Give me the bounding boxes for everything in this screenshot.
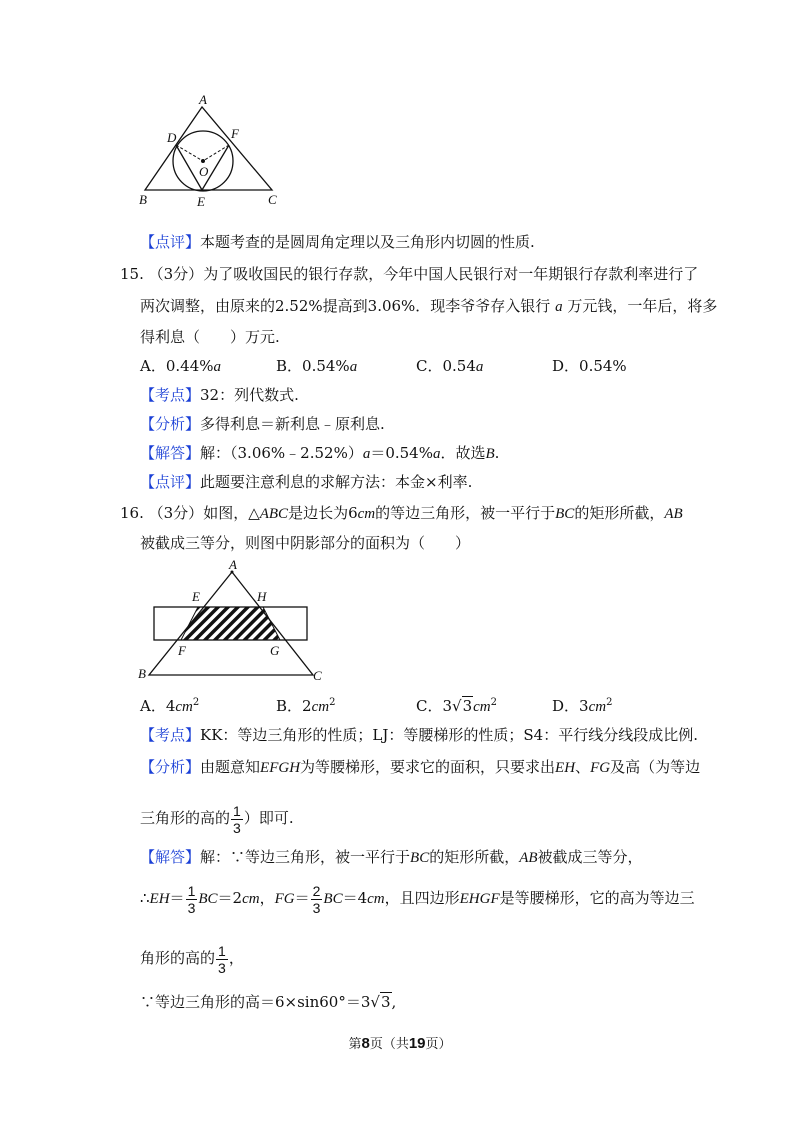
q15-option-c-var: a bbox=[475, 359, 484, 375]
q16-option-b[interactable] bbox=[276, 695, 335, 716]
q16-jieda-tag: 【解答】 bbox=[140, 848, 201, 866]
fig2-label-E: E bbox=[192, 589, 200, 604]
fraction-denominator: 3 bbox=[312, 899, 321, 916]
fig2-label-B: B bbox=[138, 666, 146, 681]
fraction-denominator: 3 bbox=[218, 959, 226, 976]
q16-fenxi-line2 bbox=[140, 800, 294, 836]
fraction-numerator: 1 bbox=[218, 942, 226, 959]
q16-kaodian bbox=[140, 725, 698, 745]
q16-option-b-unit: cm bbox=[311, 699, 330, 715]
q15-option-b-letter: B． bbox=[276, 357, 303, 375]
q15-kaodian-text: 32：列代数式. bbox=[200, 386, 299, 404]
q15-kaodian bbox=[140, 385, 299, 405]
q15-option-c-letter: C． bbox=[416, 357, 443, 375]
q16-stem1-c: 的等边三角形，被一平行于 bbox=[375, 504, 556, 522]
q16-option-a-unit: cm bbox=[175, 699, 193, 715]
fraction-one-third bbox=[231, 803, 243, 836]
q15-jieda-tag: 【解答】 bbox=[140, 444, 201, 462]
q16-score: （3分） bbox=[148, 504, 204, 522]
q15-stem2: 两次调整，由原来的2.52%提高到3.06%．现李爷爷存入银行 bbox=[140, 297, 551, 315]
q16-fenxi-c: 、 bbox=[575, 758, 591, 776]
fig2-label-H: H bbox=[257, 589, 267, 604]
q15-option-d[interactable] bbox=[552, 355, 627, 376]
fraction-two-thirds bbox=[311, 883, 323, 916]
sqrt-icon: √ bbox=[370, 993, 380, 1011]
label-D: D bbox=[167, 130, 177, 145]
q16-fenxi-line1 bbox=[140, 757, 700, 778]
fraction-numerator: 1 bbox=[187, 882, 196, 899]
q16-number: 16. bbox=[120, 504, 144, 522]
q16-jieda-l1ab: AB bbox=[519, 850, 538, 866]
q16-option-d[interactable] bbox=[552, 695, 612, 716]
q16-option-a-value: 4 bbox=[165, 697, 176, 715]
q15-jieda-var: a bbox=[362, 446, 371, 462]
fraction-one-third bbox=[186, 883, 198, 916]
q15-option-a-letter: A． bbox=[140, 357, 166, 375]
q15-stem-line1 bbox=[120, 264, 698, 284]
fraction-one-third bbox=[216, 943, 228, 976]
fig2-label-G: G bbox=[270, 643, 280, 658]
footer-mid: 页（共 bbox=[369, 1037, 409, 1052]
q14-comment-text: 本题考查的是圆周角定理以及三角形内切圆的性质. bbox=[200, 233, 535, 251]
q16-jieda-l3-end: ， bbox=[228, 949, 244, 967]
q15-stem3: 得利息（ ）万元. bbox=[140, 328, 280, 346]
q16-kaodian-tag: 【考点】 bbox=[140, 726, 201, 744]
q16-jieda-line2 bbox=[140, 880, 695, 917]
q16-stem1-a: 如图，△ bbox=[203, 504, 260, 522]
q15-number: 15. bbox=[120, 265, 144, 283]
fraction-numerator: 1 bbox=[233, 802, 241, 819]
q16-jieda-fg: FG bbox=[274, 891, 295, 907]
q15-dianping bbox=[140, 472, 472, 492]
q15-kaodian-tag: 【考点】 bbox=[140, 386, 201, 404]
q16-jieda-val1: ＝2 bbox=[217, 889, 243, 907]
q16-fenxi-b: 为等腰梯形，要求它的面积，只要求出 bbox=[300, 758, 556, 776]
q16-jieda-line4 bbox=[140, 992, 396, 1012]
q16-option-c-value: 3 bbox=[442, 697, 453, 715]
q15-jieda-mid: ＝0.54% bbox=[370, 444, 433, 462]
q16-stem1-ab: AB bbox=[664, 506, 683, 522]
q16-option-a[interactable] bbox=[140, 695, 199, 716]
q16-option-c-unit: cm bbox=[473, 699, 491, 715]
q16-stem1-bc: BC bbox=[555, 506, 575, 522]
q14-comment bbox=[140, 232, 535, 252]
q15-stem2b: 万元钱，一年后，将多 bbox=[567, 297, 718, 315]
q16-jieda-l4-root: 3 bbox=[380, 993, 391, 1011]
sqrt-icon: √ bbox=[452, 697, 462, 715]
figure-incircle-triangle bbox=[135, 90, 285, 210]
q15-option-d-letter: D． bbox=[552, 357, 580, 375]
fig2-label-C: C bbox=[313, 668, 322, 683]
q16-jieda-therefore: ∴ bbox=[140, 889, 150, 907]
q16-stem1-d: 的矩形所截， bbox=[574, 504, 665, 522]
q16-option-d-unit: cm bbox=[588, 699, 607, 715]
q16-jieda-eq2: ＝ bbox=[294, 889, 310, 907]
q16-jieda-line3 bbox=[140, 940, 244, 976]
q16-option-d-letter: D． bbox=[552, 697, 580, 715]
page-footer bbox=[0, 1033, 800, 1052]
footer-pre: 第 bbox=[348, 1037, 362, 1052]
q16-option-a-sup: 2 bbox=[192, 697, 200, 708]
q16-jieda-l4-end: , bbox=[391, 993, 397, 1011]
label-B: B bbox=[139, 192, 147, 207]
q16-option-b-letter: B． bbox=[276, 697, 303, 715]
q16-jieda-eq: ＝ bbox=[169, 889, 185, 907]
q16-option-d-sup: 2 bbox=[606, 697, 613, 708]
figure-rectangle-triangle bbox=[136, 558, 336, 688]
fig2-label-F: F bbox=[178, 643, 186, 658]
q16-option-a-letter: A． bbox=[140, 697, 166, 715]
q16-jieda-line1 bbox=[140, 847, 643, 868]
q15-stem-line2 bbox=[140, 296, 717, 317]
q15-option-d-value: 0.54% bbox=[579, 357, 627, 375]
q16-jieda-l1b: 的矩形所截， bbox=[429, 848, 520, 866]
footer-total-pages: 19 bbox=[408, 1035, 426, 1052]
fraction-numerator: 2 bbox=[312, 882, 321, 899]
q16-option-c-root: 3 bbox=[462, 697, 473, 715]
q15-option-a-var: a bbox=[213, 359, 221, 375]
q15-dianping-text: 此题要注意利息的求解方法：本金×利率. bbox=[200, 473, 473, 491]
q15-option-a-value: 0.44% bbox=[165, 357, 214, 375]
footer-page-number: 8 bbox=[361, 1035, 370, 1052]
q16-fenxi-line2a: 三角形的高的 bbox=[140, 809, 231, 827]
q15-jieda-pre: 解：（3.06%﹣2.52%） bbox=[200, 444, 363, 462]
q16-jieda-comma: ， bbox=[259, 889, 275, 907]
q16-option-c[interactable] bbox=[416, 695, 497, 716]
footer-post: 页） bbox=[425, 1037, 452, 1052]
q16-fenxi-tag: 【分析】 bbox=[140, 758, 201, 776]
q15-fenxi-tag: 【分析】 bbox=[140, 415, 201, 433]
q16-kaodian-text: KK：等边三角形的性质；LJ：等腰梯形的性质；S4：平行线分线段成比例. bbox=[200, 726, 698, 744]
q15-jieda-ans: B bbox=[485, 446, 495, 462]
q16-jieda-bc2: BC bbox=[323, 891, 343, 907]
label-C: C bbox=[268, 192, 277, 207]
q16-option-b-value: 2 bbox=[302, 697, 312, 715]
fig2-label-A: A bbox=[229, 558, 237, 572]
q16-jieda-cm1: cm bbox=[242, 891, 260, 907]
q16-fenxi-d: 及高（为等边 bbox=[610, 758, 701, 776]
q16-stem-line2 bbox=[140, 533, 470, 553]
q15-option-b[interactable] bbox=[276, 355, 357, 376]
q16-jieda-val2: ＝4 bbox=[342, 889, 368, 907]
q15-jieda-post: ．故选 bbox=[440, 444, 486, 462]
q15-option-a[interactable] bbox=[140, 355, 221, 376]
q16-option-c-letter: C． bbox=[416, 697, 443, 715]
q16-fenxi-eh: EH bbox=[555, 760, 576, 776]
q16-jieda-l4a: ∵等边三角形的高＝6×sin60°＝3 bbox=[140, 993, 371, 1011]
q16-jieda-ehgf: EHGF bbox=[459, 891, 500, 907]
q16-option-c-sup: 2 bbox=[490, 697, 498, 708]
q15-option-b-value: 0.54% bbox=[302, 357, 350, 375]
q16-jieda-l3: 角形的高的 bbox=[140, 949, 216, 967]
q16-stem1-b: 是边长为6 bbox=[288, 504, 358, 522]
q16-stem1-cm: cm bbox=[357, 506, 376, 522]
q16-fenxi-fg: FG bbox=[590, 760, 611, 776]
q15-option-c-value: 0.54 bbox=[442, 357, 476, 375]
q15-stem1: 为了吸收国民的银行存款，今年中国人民银行对一年期银行存款利率进行了 bbox=[203, 265, 699, 283]
label-A: A bbox=[199, 92, 207, 107]
q16-fenxi-efgh: EFGH bbox=[260, 760, 301, 776]
q16-jieda-l1bc: BC bbox=[410, 850, 430, 866]
q16-jieda-rest1: ，且四边形 bbox=[384, 889, 460, 907]
q14-comment-tag: 【点评】 bbox=[140, 233, 201, 251]
q16-fenxi-line2b: ）即可. bbox=[243, 809, 294, 827]
label-O: O bbox=[199, 164, 209, 179]
q15-jieda bbox=[140, 443, 499, 464]
q16-jieda-rest2: 是等腰梯形，它的高为等边三 bbox=[499, 889, 695, 907]
q15-score: （3分） bbox=[148, 265, 204, 283]
q16-jieda-cm2: cm bbox=[367, 891, 385, 907]
q16-stem2: 被截成三等分，则图中阴影部分的面积为（ ） bbox=[140, 534, 471, 552]
q15-jieda-end: . bbox=[494, 444, 500, 462]
fraction-denominator: 3 bbox=[187, 899, 196, 916]
q15-option-b-var: a bbox=[349, 359, 358, 375]
fraction-denominator: 3 bbox=[233, 819, 241, 836]
q16-option-b-sup: 2 bbox=[329, 697, 336, 708]
q16-fenxi-a: 由题意知 bbox=[200, 758, 261, 776]
q16-jieda-l1a: 解：∵等边三角形，被一平行于 bbox=[200, 848, 411, 866]
q15-dianping-tag: 【点评】 bbox=[140, 473, 201, 491]
q16-option-d-value: 3 bbox=[579, 697, 589, 715]
q15-fenxi-text: 多得利息＝新利息﹣原利息. bbox=[200, 415, 385, 433]
q16-jieda-l1c: 被截成三等分， bbox=[537, 848, 643, 866]
q15-option-c[interactable] bbox=[416, 355, 483, 376]
q15-stem-line3 bbox=[140, 327, 280, 347]
q15-jieda-var2: a bbox=[432, 446, 441, 462]
label-F: F bbox=[231, 126, 239, 141]
label-E: E bbox=[197, 194, 205, 209]
q16-stem1-abc: ABC bbox=[259, 506, 289, 522]
q16-jieda-eh: EH bbox=[149, 891, 170, 907]
q16-stem-line1 bbox=[120, 503, 683, 524]
q15-stem-var: a bbox=[555, 299, 563, 315]
q15-fenxi bbox=[140, 414, 385, 434]
q16-jieda-bc: BC bbox=[198, 891, 218, 907]
